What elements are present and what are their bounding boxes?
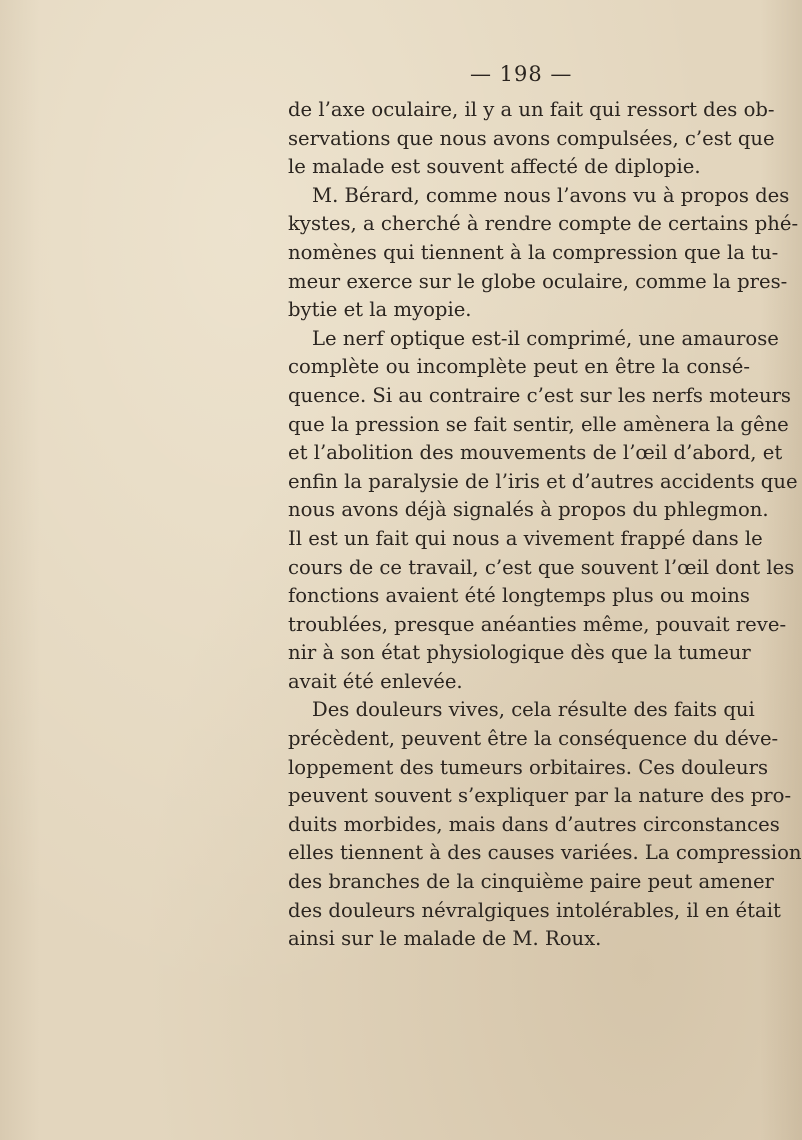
text-line: enfin la paralysie de l’iris et d’autres accidents que [288, 469, 798, 493]
body-text [288, 96, 802, 954]
paragraph [288, 182, 799, 325]
text-line: avait été enlevée. [288, 669, 463, 693]
text-line: nomènes qui tiennent à la compression que la tu- [288, 240, 779, 264]
text-line: que la pression se fait sentir, elle amènera la gêne [288, 412, 789, 436]
text-line: meur exerce sur le globe oculaire, comme la pres- [288, 269, 788, 293]
text-line: peuvent souvent s’expliquer par la nature des pro- [288, 784, 792, 808]
text-line: de l’axe oculaire, il y a un fait qui ressort des ob- [288, 98, 775, 121]
text-line: quence. Si au contraire c’est sur les nerfs moteurs [288, 383, 791, 407]
text-line: Le nerf optique est-il comprimé, une amaurose [312, 326, 779, 350]
text-line: complète ou incomplète peut en être la consé- [288, 355, 750, 379]
text-line: elles tiennent à des causes variées. La compression [288, 841, 802, 865]
text-line: précèdent, peuvent être la conséquence du déve- [288, 727, 779, 751]
text-line: Des douleurs vives, cela résulte des faits qui [312, 698, 755, 722]
text-line: duits morbides, mais dans d’autres circonstances [288, 812, 780, 836]
text-line: nous avons déjà signalés à propos du phlegmon. [288, 498, 769, 522]
text-line: des branches de la cinquième paire peut amener [288, 870, 774, 894]
paragraph [288, 325, 798, 697]
text-line: loppement des tumeurs orbitaires. Ces douleurs [288, 755, 768, 779]
text-line: bytie et la myopie. [288, 298, 472, 322]
text-line: ainsi sur le malade de M. Roux. [288, 927, 602, 951]
paragraph [288, 96, 775, 182]
text-line: des douleurs névralgiques intolérables, il en était [288, 898, 781, 922]
text-line: kystes, a cherché à rendre compte de certains phé- [288, 212, 799, 236]
text-line: servations que nous avons compulsées, c’est que [288, 126, 775, 150]
text-line: Il est un fait qui nous a vivement frappé dans le [288, 526, 763, 550]
page-number: — 198 — [470, 62, 573, 86]
text-line: M. Bérard, comme nous l’avons vu à propos des [312, 183, 790, 207]
text-line: cours de ce travail, c’est que souvent l’œil dont les [288, 555, 795, 579]
text-line: nir à son état physiologique dès que la tumeur [288, 641, 751, 665]
text-line: fonctions avaient été longtemps plus ou moins [288, 584, 750, 608]
text-line: et l’abolition des mouvements de l’œil d’abord, et [288, 441, 783, 465]
paragraph [288, 696, 802, 953]
text-line: troublées, presque anéanties même, pouvait reve- [288, 612, 787, 636]
text-line: le malade est souvent affecté de diplopie. [288, 155, 701, 179]
